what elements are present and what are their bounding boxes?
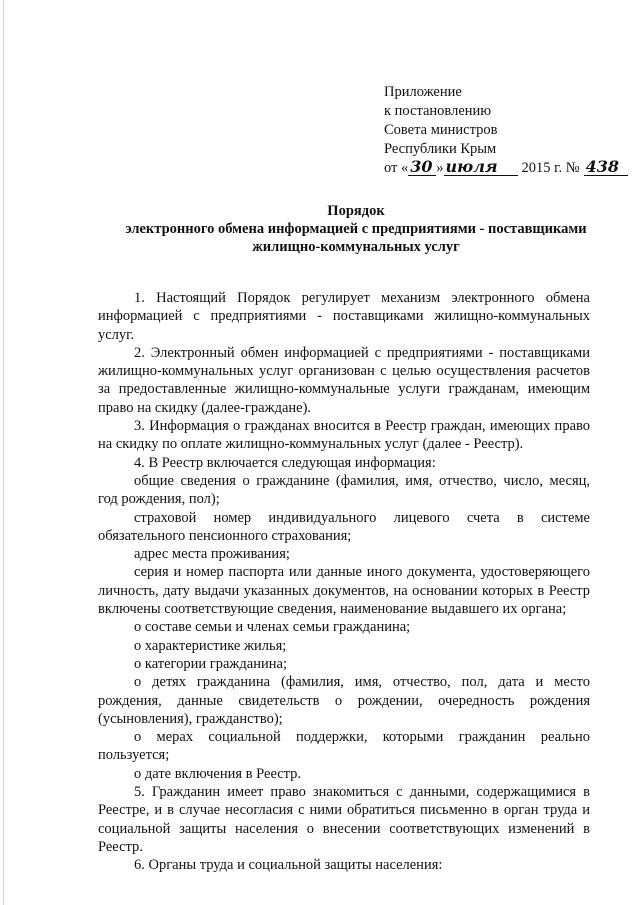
date-month-handwritten: июля: [444, 159, 518, 176]
appendix-header: [384, 83, 628, 178]
list-item-support-measures: о мерах социальной поддержки, которыми гражданин реально пользуется;: [98, 729, 590, 764]
title-line-2: электронного обмена информацией с предприятиями - поставщиками: [125, 221, 587, 237]
list-item-address: адрес места проживания;: [134, 546, 290, 563]
list-item-general-info: общие сведения о гражданине (фамилия, имя, отчество, число, месяц, год рождения, пол);: [98, 472, 590, 508]
list-item-inclusion-date: о дате включения в Реестр.: [134, 765, 302, 782]
paragraph-6: 6. Органы труда и социальной защиты населения:: [134, 857, 443, 874]
paragraph-5: 5. Гражданин имеет право знакомиться с данными, содержащимися в Реестре, и в случае несогласия с ними обратиться письменно в орган труда и социальной защиты населения о внесении соответствующих изменений в Реестр.: [98, 784, 590, 855]
appendix-line-1: Приложение: [384, 84, 462, 100]
list-item-category: о категории гражданина;: [134, 655, 287, 672]
page-edge-line: [3, 0, 4, 905]
date-quote-close: »: [436, 160, 444, 176]
document-body: [98, 289, 590, 875]
paragraph-3: 3. Информация о гражданах вносится в Реестр граждан, имеющих право на скидку по оплате жилищно-коммунальных услуг (далее - Реестр).: [98, 418, 590, 453]
title-line-1: Порядок: [327, 203, 385, 219]
appendix-date-line: [384, 159, 628, 178]
paragraph-4: 4. В Реестр включается следующая информация:: [134, 454, 436, 471]
list-item-children: о детях гражданина (фамилия, имя, отчество, пол, дата и место рождения, данные свидетельств о рождении, очередность рождения (усыновления), гражданство);: [98, 674, 590, 727]
paragraph-1: 1. Настоящий Порядок регулирует механизм электронного обмена информацией с предприятиями - поставщиками жилищно-коммунальных услуг.: [98, 290, 590, 343]
list-item-housing: о характеристике жилья;: [134, 637, 287, 654]
date-prefix: от «: [384, 160, 409, 176]
list-item-passport: серия и номер паспорта или данные иного документа, удостоверяющего личность, дату выдачи указанных документов, на основании которых в Реестр включены соответствующие сведения, наименование выдавшего их органа;: [98, 564, 590, 618]
document-title: [96, 202, 616, 256]
list-item-family: о составе семьи и членах семьи гражданина;: [134, 619, 411, 636]
paragraph-2: 2. Электронный обмен информацией с предприятиями - поставщиками жилищно-коммунальных услуг организован с целью осуществления расчетов за предоставленные жилищно-коммунальные услуги гражданам, имеющим право на скидку (далее-граждане).: [98, 344, 590, 416]
doc-number-handwritten: 438: [584, 159, 628, 176]
appendix-line-3: Совета министров: [384, 122, 498, 138]
date-day-handwritten: 30: [408, 159, 436, 176]
title-line-3: жилищно-коммунальных услуг: [252, 239, 460, 255]
appendix-line-4: Республики Крым: [384, 141, 497, 157]
appendix-line-2: к постановлению: [384, 103, 492, 119]
list-item-insurance-number: страховой номер индивидуального лицевого счета в системе обязательного пенсионного страхования;: [98, 509, 590, 544]
date-year: 2015 г. №: [521, 160, 580, 176]
